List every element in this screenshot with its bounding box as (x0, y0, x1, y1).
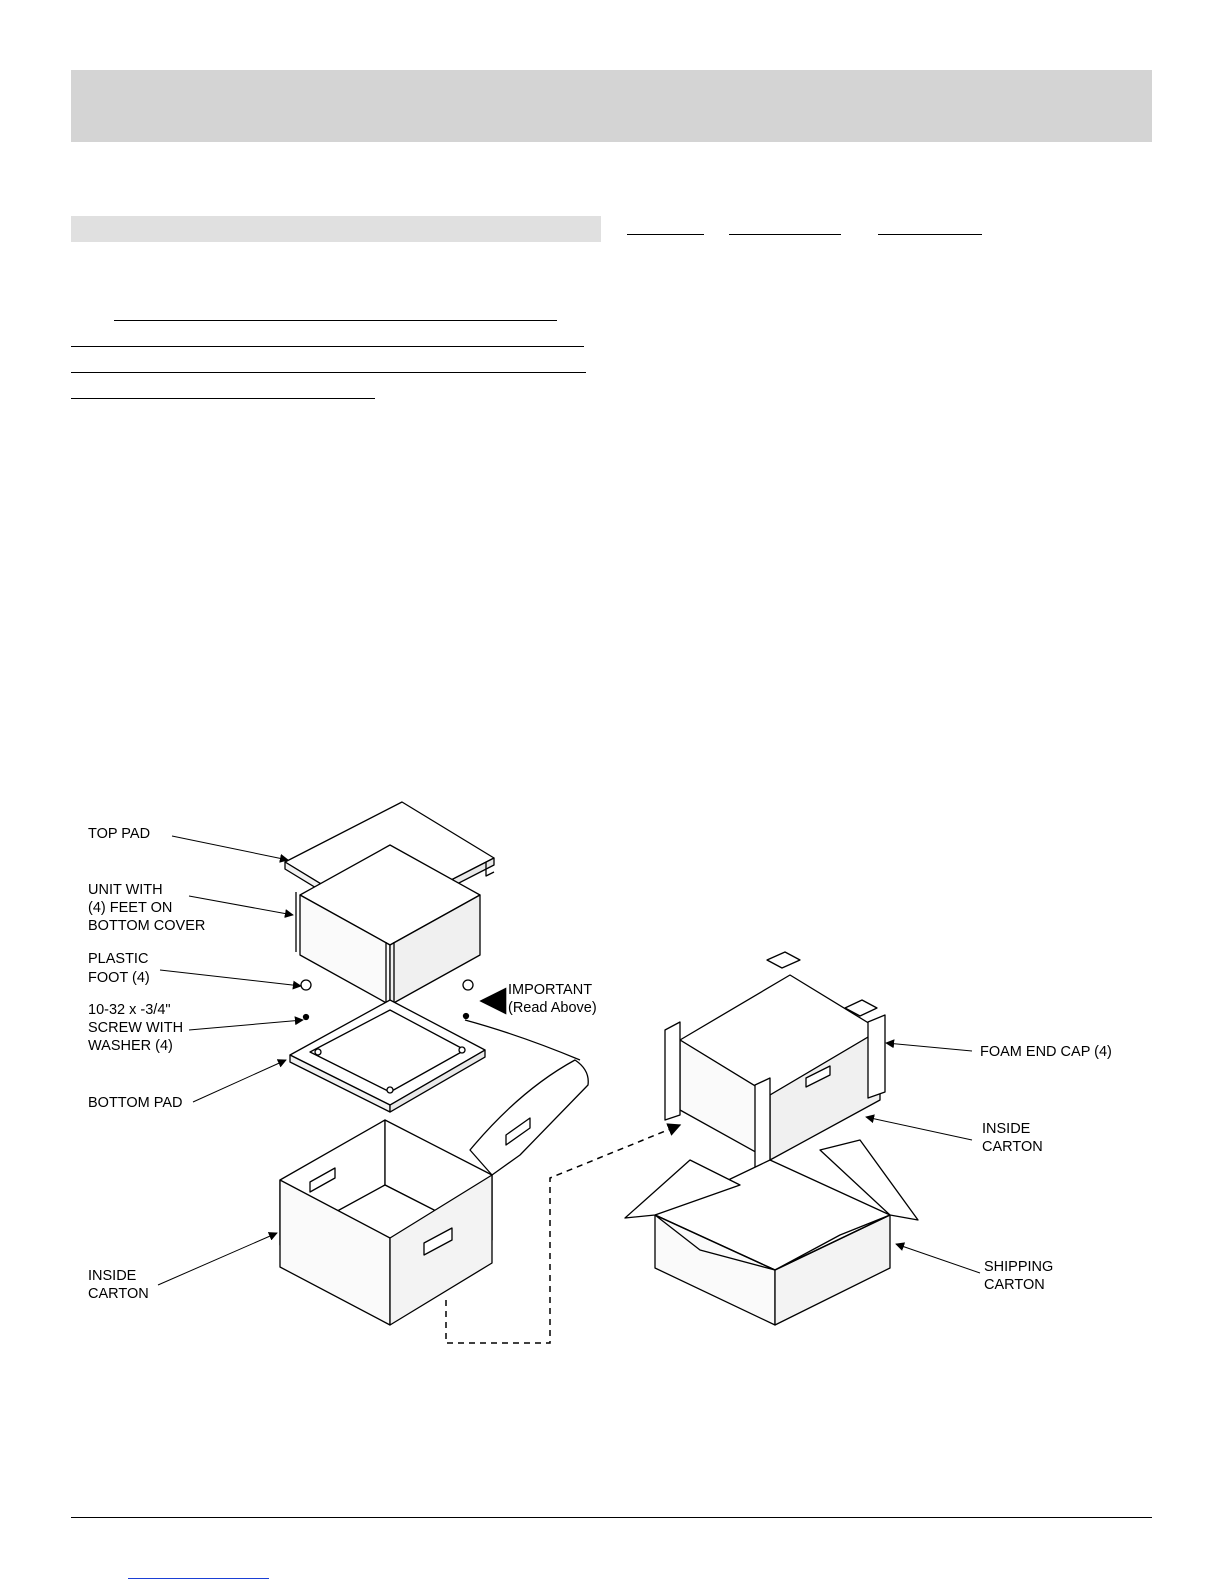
underline-field-1 (627, 234, 704, 235)
label-unit-feet-line3: BOTTOM COVER (88, 918, 206, 934)
section-heading-bar (71, 216, 601, 242)
packing-diagram (0, 770, 1225, 1370)
label-screw-line1: 10-32 x -3/4" (88, 1002, 171, 1018)
label-shipping-carton-line1: SHIPPING (984, 1259, 1054, 1275)
underline-text-line-3 (71, 372, 586, 373)
underline-text-line-2 (71, 346, 584, 347)
label-inside-carton-left-line1: INSIDE (88, 1268, 137, 1284)
label-inside-carton-right-line2: CARTON (982, 1139, 1043, 1155)
underline-field-2 (729, 234, 841, 235)
label-plastic-foot-line2: FOOT (4) (88, 970, 150, 986)
label-unit-feet-line1: UNIT WITH (88, 882, 163, 898)
label-bottom-pad: BOTTOM PAD (88, 1095, 183, 1111)
label-inside-carton-left-line2: CARTON (88, 1286, 149, 1302)
label-important-line2: (Read Above) (508, 1000, 597, 1016)
underline-field-3 (878, 234, 982, 235)
header-bar (71, 70, 1152, 142)
label-plastic-foot-line1: PLASTIC (88, 951, 149, 967)
packing-diagram-svg (0, 770, 1225, 1370)
label-unit-feet-line2: (4) FEET ON (88, 900, 173, 916)
shipping-carton (625, 1140, 918, 1325)
underline-text-line-1 (114, 320, 557, 321)
label-screw-line3: WASHER (4) (88, 1038, 173, 1054)
label-important-line1: IMPORTANT (508, 982, 593, 998)
footer-link-underline[interactable] (128, 1578, 269, 1579)
footer-rule (71, 1517, 1152, 1518)
label-screw-line2: SCREW WITH (88, 1020, 184, 1036)
label-shipping-carton-line2: CARTON (984, 1277, 1045, 1293)
label-foam-end-cap: FOAM END CAP (4) (980, 1044, 1112, 1060)
underline-text-line-4 (71, 398, 375, 399)
label-inside-carton-right-line1: INSIDE (982, 1121, 1031, 1137)
label-top-pad: TOP PAD (88, 826, 151, 842)
diagram-labels (88, 826, 1112, 1302)
bottom-pad (290, 1000, 485, 1112)
